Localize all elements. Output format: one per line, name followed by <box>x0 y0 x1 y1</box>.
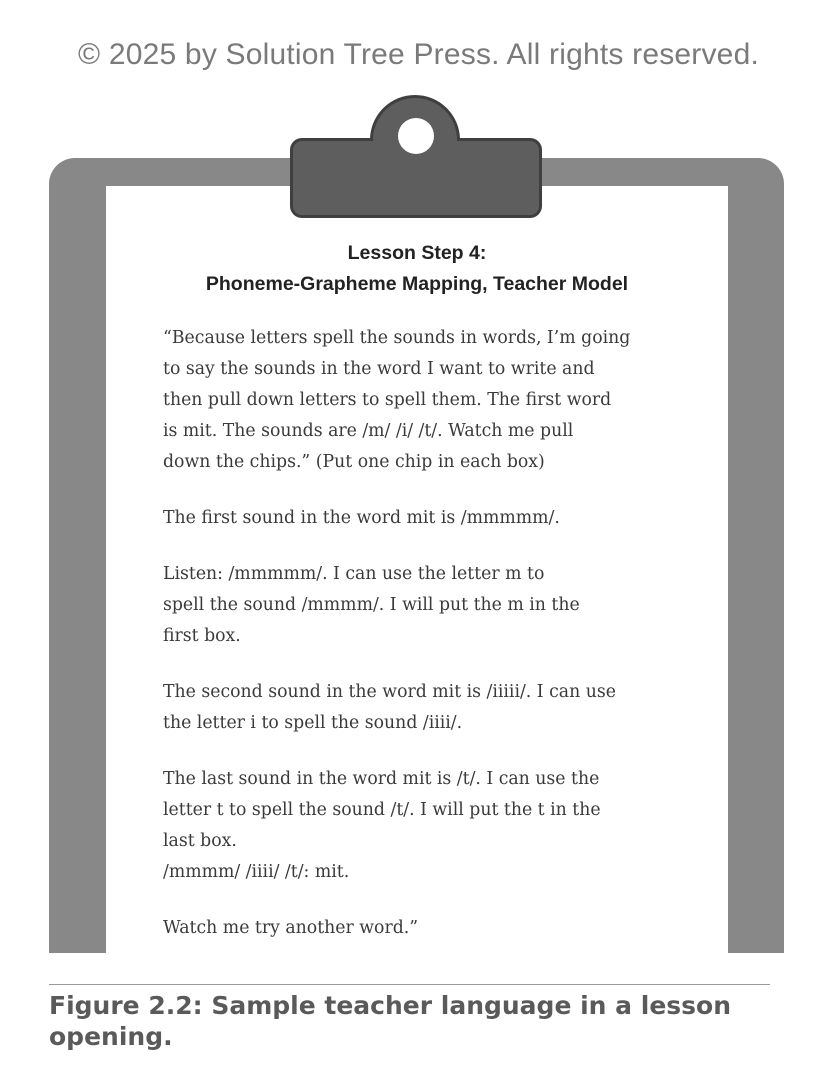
lesson-title-line-2: Phoneme-Grapheme Mapping, Teacher Model <box>205 273 629 295</box>
text-line: the letter i to spell the sound /iiii/. <box>163 713 463 733</box>
lesson-title-line-1: Lesson Step 4: <box>347 242 487 264</box>
text-line: to say the sounds in the word I want to write and <box>163 359 595 379</box>
caption-divider <box>49 984 770 985</box>
paragraph-closing <box>163 913 693 944</box>
text-line: first box. <box>163 626 241 646</box>
text-line: is mit. The sounds are /m/ /i/ /t/. Watch me pull <box>163 421 574 441</box>
paragraph-listen <box>163 559 693 652</box>
caption-line-2: opening. <box>49 1022 173 1051</box>
text-line: spell the sound /mmmm/. I will put the m in the <box>163 595 580 615</box>
text-line: Watch me try another word.” <box>163 918 419 938</box>
text-line: last box. <box>163 831 237 851</box>
text-line: The second sound in the word mit is /iiiii/. I can use <box>163 682 616 702</box>
text-line: /mmmm/ /iiii/ /t/: mit. <box>163 862 350 882</box>
lesson-script <box>163 323 693 944</box>
paragraph-first-sound <box>163 503 693 534</box>
paragraph-second-sound <box>163 677 693 739</box>
caption-line-1: Figure 2.2: Sample teacher language in a lesson <box>49 991 732 1020</box>
copyright-notice: © 2025 by Solution Tree Press. All rights reserved. <box>78 38 759 71</box>
text-line: Listen: /mmmmm/. I can use the letter m to <box>163 564 545 584</box>
lesson-title <box>106 238 728 300</box>
text-line: The last sound in the word mit is /t/. I can use the <box>163 769 600 789</box>
paragraph-last-sound <box>163 764 693 888</box>
text-line: The first sound in the word mit is /mmmmm/. <box>163 508 560 528</box>
clipboard-clip-hole <box>398 118 434 154</box>
paragraph-intro <box>163 323 693 478</box>
text-line: “Because letters spell the sounds in words, I’m going <box>163 328 631 348</box>
text-line: then pull down letters to spell them. The first word <box>163 390 612 410</box>
text-line: down the chips.” (Put one chip in each box) <box>163 452 545 472</box>
text-line: letter t to spell the sound /t/. I will put the t in the <box>163 800 601 820</box>
figure-caption <box>49 990 779 1052</box>
